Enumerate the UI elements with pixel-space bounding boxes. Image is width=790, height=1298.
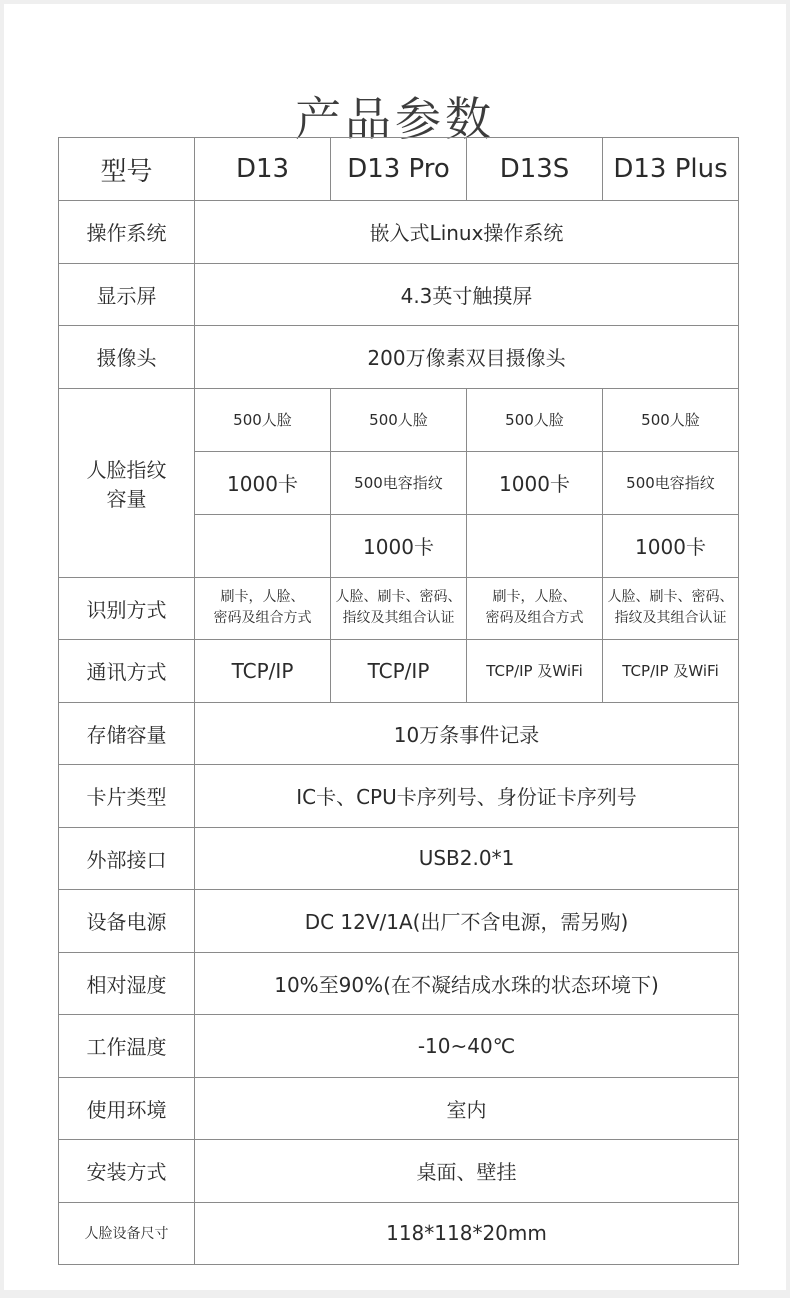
row-label-humidity: 相对湿度 — [59, 952, 195, 1015]
table-row — [59, 1015, 739, 1078]
table-row — [59, 1202, 739, 1265]
table-row — [59, 201, 739, 264]
recognition-d13s — [467, 577, 603, 640]
comm-d13s: TCP/IP 及WiFi — [467, 640, 603, 703]
humidity-value: 10%至90%(在不凝结成水珠的状态环境下) — [195, 952, 739, 1015]
recognition-d13-pro-line2: 指纹及其组合认证 — [342, 610, 455, 627]
camera-value: 200万像素双目摄像头 — [195, 326, 739, 389]
recognition-d13s-line1: 刷卡，人脸、 — [492, 589, 577, 606]
row-label-interface: 外部接口 — [59, 827, 195, 890]
header-row — [59, 138, 739, 201]
table-row — [59, 388, 739, 451]
row-label-recognition: 识别方式 — [59, 577, 195, 640]
row-label-camera: 摄像头 — [59, 326, 195, 389]
table-row — [59, 890, 739, 953]
spec-table — [58, 137, 739, 1265]
recognition-d13-plus-line1: 人脸、刷卡、密码、 — [607, 589, 734, 606]
capacity-third-d13-pro: 1000卡 — [331, 514, 467, 577]
model-label: 型号 — [59, 138, 195, 201]
table-row — [59, 263, 739, 326]
model-d13: D13 — [195, 138, 331, 201]
model-d13-pro: D13 Pro — [331, 138, 467, 201]
row-label-install: 安装方式 — [59, 1140, 195, 1203]
capacity-face-d13s: 500人脸 — [467, 388, 603, 451]
capacity-label-line2: 容量 — [106, 486, 147, 511]
recognition-d13 — [195, 577, 331, 640]
recognition-d13-plus — [603, 577, 739, 640]
recognition-d13-line1: 刷卡，人脸、 — [220, 589, 305, 606]
capacity-second-d13: 1000卡 — [195, 451, 331, 514]
table-row — [59, 765, 739, 828]
row-label-storage: 存储容量 — [59, 702, 195, 765]
table-row — [59, 702, 739, 765]
card-value: IC卡、CPU卡序列号、身份证卡序列号 — [195, 765, 739, 828]
model-d13-plus: D13 Plus — [603, 138, 739, 201]
comm-d13-pro: TCP/IP — [331, 640, 467, 703]
interface-value: USB2.0*1 — [195, 827, 739, 890]
table-row — [59, 827, 739, 890]
storage-value: 10万条事件记录 — [195, 702, 739, 765]
row-label-capacity — [59, 388, 195, 577]
capacity-second-d13-plus: 500电容指纹 — [603, 451, 739, 514]
recognition-d13-pro-line1: 人脸、刷卡、密码、 — [335, 589, 462, 606]
table-row — [59, 1140, 739, 1203]
capacity-face-d13: 500人脸 — [195, 388, 331, 451]
capacity-third-d13-plus: 1000卡 — [603, 514, 739, 577]
comm-d13: TCP/IP — [195, 640, 331, 703]
page — [4, 4, 786, 1290]
capacity-label-line1: 人脸指纹 — [86, 457, 167, 482]
recognition-d13s-line2: 密码及组合方式 — [485, 610, 584, 627]
install-value: 桌面、壁挂 — [195, 1140, 739, 1203]
capacity-face-d13-pro: 500人脸 — [331, 388, 467, 451]
row-label-size: 人脸设备尺寸 — [59, 1202, 195, 1265]
capacity-third-d13 — [195, 514, 331, 577]
table-row — [59, 326, 739, 389]
capacity-second-d13-pro: 500电容指纹 — [331, 451, 467, 514]
comm-d13-plus: TCP/IP 及WiFi — [603, 640, 739, 703]
page-title: 产品参数 — [295, 91, 495, 146]
row-label-comm: 通讯方式 — [59, 640, 195, 703]
recognition-d13-plus-line2: 指纹及其组合认证 — [614, 610, 727, 627]
temperature-value: -10~40℃ — [195, 1015, 739, 1078]
environment-value: 室内 — [195, 1077, 739, 1140]
table-row — [59, 952, 739, 1015]
table-row — [59, 1077, 739, 1140]
model-d13s: D13S — [467, 138, 603, 201]
os-value: 嵌入式Linux操作系统 — [195, 201, 739, 264]
power-value: DC 12V/1A(出厂不含电源，需另购) — [195, 890, 739, 953]
capacity-third-d13s — [467, 514, 603, 577]
row-label-display: 显示屏 — [59, 263, 195, 326]
recognition-d13-line2: 密码及组合方式 — [213, 610, 312, 627]
row-label-power: 设备电源 — [59, 890, 195, 953]
size-value: 118*118*20mm — [195, 1202, 739, 1265]
row-label-environment: 使用环境 — [59, 1077, 195, 1140]
row-label-card: 卡片类型 — [59, 765, 195, 828]
capacity-second-d13s: 1000卡 — [467, 451, 603, 514]
row-label-temperature: 工作温度 — [59, 1015, 195, 1078]
display-value: 4.3英寸触摸屏 — [195, 263, 739, 326]
capacity-face-d13-plus: 500人脸 — [603, 388, 739, 451]
table-row — [59, 577, 739, 640]
table-row — [59, 640, 739, 703]
row-label-os: 操作系统 — [59, 201, 195, 264]
recognition-d13-pro — [331, 577, 467, 640]
